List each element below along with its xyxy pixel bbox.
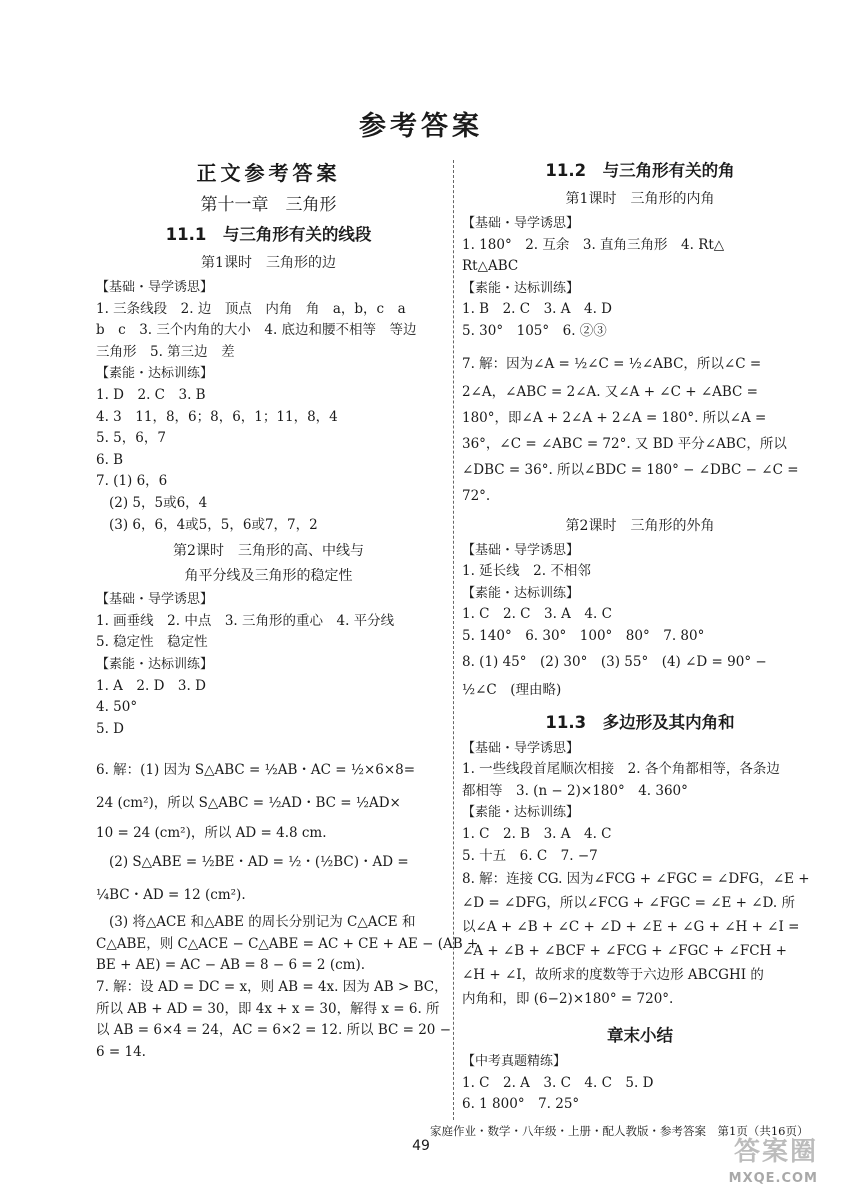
- lesson-title: 第1课时 三角形的内角: [565, 191, 715, 207]
- watermark-top-text: 答案圈: [733, 1137, 818, 1167]
- answer-line: 所以 AB + AD = 30，即 4x + x = 30，解得 x = 6. 所: [96, 1000, 440, 1017]
- answer-line: 6 = 14.: [96, 1043, 146, 1060]
- answer-line: ∠H + ∠I，故所求的度数等于六边形 ABCGHI 的: [462, 967, 764, 984]
- answer-line: 4. 3 11，8，6；8，6，1；11，8，4: [96, 408, 338, 425]
- page-title: 参考答案: [359, 111, 483, 142]
- answer-line: 1. 一些线段首尾顺次相接 2. 各个角都相等，各条边: [462, 761, 780, 778]
- tag-exam: 【中考真题精练】: [462, 1054, 567, 1070]
- answer-line: 5. 稳定性 稳定性: [96, 634, 208, 651]
- answer-line: 8. (1) 45° (2) 30° (3) 55° (4) ∠D = 90° −: [462, 653, 767, 670]
- answer-line: 1. 三条线段 2. 边 顶点 内角 角 a，b，c a: [96, 300, 406, 317]
- answer-line: 8. 解：连接 CG. 因为∠FCG + ∠FGC = ∠DFG，∠E +: [462, 871, 810, 888]
- page-footer: 家庭作业・数学・八年级・上册・配人教版・参考答案 第1页（共16页）: [430, 1124, 809, 1138]
- answer-line: Rt△ABC: [462, 258, 519, 275]
- answer-line: 6. 1 800° 7. 25°: [462, 1096, 580, 1113]
- tag-basic: 【基础・导学诱思】: [462, 542, 580, 558]
- answer-line: 5. 十五 6. C 7. −7: [462, 847, 598, 864]
- lesson-title: 第2课时 三角形的外角: [565, 517, 715, 534]
- tag-basic: 【基础・导学诱思】: [96, 280, 214, 295]
- section-heading-11-3: 11.3 多边形及其内角和: [545, 712, 735, 732]
- watermark-url: MXQE.COM: [728, 1171, 818, 1186]
- answer-line: 24 (cm²)，所以 S△ABC = ½AD・BC = ½AD×: [96, 795, 401, 812]
- answer-line: 1. 画垂线 2. 中点 3. 三角形的重心 4. 平分线: [96, 612, 395, 629]
- answer-line: ½∠C (理由略): [462, 681, 562, 698]
- answer-line: 5. D: [96, 720, 124, 737]
- page-number: 49: [412, 1138, 430, 1154]
- answer-line: 1. C 2. A 3. C 4. C 5. D: [462, 1074, 654, 1091]
- answer-line: 1. A 2. D 3. D: [96, 677, 206, 694]
- answer-line: ∠A + ∠B + ∠BCF + ∠FCG + ∠FGC + ∠FCH +: [462, 943, 787, 960]
- answer-line: 6. B: [96, 451, 124, 468]
- tag-ability: 【素能・达标训练】: [462, 805, 580, 821]
- answer-line: 1. C 2. C 3. A 4. C: [462, 606, 612, 623]
- answer-line: 内角和，即 (6−2)×180° = 720°.: [462, 991, 674, 1008]
- answer-line: 都相等 3. (n − 2)×180° 4. 360°: [462, 782, 688, 799]
- lesson-title: 角平分线及三角形的稳定性: [184, 568, 353, 585]
- chapter-heading: 第十一章 三角形: [200, 195, 337, 215]
- answer-line: 7. 解：因为∠A = ½∠C = ½∠ABC，所以∠C =: [462, 355, 762, 372]
- tag-ability: 【素能・达标训练】: [96, 366, 214, 382]
- answer-line: ∠DBC = 36°. 所以∠BDC = 180° − ∠DBC − ∠C =: [462, 461, 799, 478]
- answer-line: C△ABE，则 C△ACE − C△ABE = AC + CE + AE − (AB +: [96, 935, 479, 952]
- answer-line: (2) 5，5或6，4: [109, 494, 208, 511]
- answer-line: 7. 解：设 AD = DC = x，则 AB = 4x. 因为 AB > BC，: [96, 979, 448, 996]
- section-heading-11-1: 11.1 与三角形有关的线段: [165, 225, 372, 244]
- answer-line: ∠D = ∠DFG，所以∠FCG + ∠FGC = ∠E + ∠D. 所: [462, 895, 795, 912]
- answer-line: 5. 140° 6. 30° 100° 80° 7. 80°: [462, 627, 705, 644]
- answer-line: 4. 50°: [96, 699, 138, 716]
- tag-ability: 【素能・达标训练】: [462, 280, 580, 296]
- chapter-summary-heading: 章末小结: [607, 1026, 673, 1046]
- answer-line: 10 = 24 (cm²)，所以 AD = 4.8 cm.: [96, 825, 327, 842]
- answer-line: b c 3. 三个内角的大小 4. 底边和腰不相等 等边: [96, 322, 417, 339]
- answer-line: 1. C 2. B 3. A 4. C: [462, 825, 612, 842]
- main-heading: 正文参考答案: [196, 161, 341, 185]
- answer-line: (3) 将△ACE 和△ABE 的周长分别记为 C△ACE 和: [109, 914, 416, 931]
- answer-line: ¼BC・AD = 12 (cm²).: [96, 887, 246, 904]
- lesson-title: 第2课时 三角形的高、中线与: [173, 543, 364, 560]
- answer-line: (3) 6，6，4或5，5，6或7，7，2: [109, 516, 318, 533]
- right-column: [462, 156, 818, 1116]
- answer-line: 1. 延长线 2. 不相邻: [462, 563, 591, 580]
- answer-line: 36°，∠C = ∠ABC = 72°. 又 BD 平分∠ABC，所以: [462, 435, 787, 452]
- answer-line: 以∠A + ∠B + ∠C + ∠D + ∠E + ∠G + ∠H + ∠I =: [462, 919, 800, 936]
- answer-line: 以 AB = 6×4 = 24，AC = 6×2 = 12. 所以 BC = 20 −: [96, 1022, 452, 1039]
- watermark-logo: [694, 1132, 832, 1192]
- question-6: [96, 754, 479, 977]
- tag-ability: 【素能・达标训练】: [96, 656, 214, 672]
- column-divider: [453, 160, 454, 1120]
- answer-line: 1. B 2. C 3. A 4. D: [462, 301, 613, 318]
- section-heading-11-2: 11.2 与三角形有关的角: [545, 161, 735, 180]
- answer-line: 5. 5，6，7: [96, 430, 166, 447]
- answer-line: 180°，即∠A + 2∠A + 2∠A = 180°. 所以∠A =: [462, 409, 767, 426]
- answer-line: 6. 解：(1) 因为 S△ABC = ½AB・AC = ½×6×8=: [96, 762, 416, 779]
- answer-line: BE + AE) = AC − AB = 8 − 6 = 2 (cm).: [96, 957, 366, 974]
- question-7: [96, 977, 452, 1063]
- tag-basic: 【基础・导学诱思】: [462, 740, 580, 756]
- left-column: [96, 156, 479, 1063]
- tag-basic: 【基础・导学诱思】: [462, 216, 580, 231]
- answer-line: 7. (1) 6，6: [96, 473, 168, 490]
- answer-line: 三角形 5. 第三边 差: [96, 343, 235, 360]
- question-7: [462, 349, 818, 509]
- answer-line: 5. 30° 105° 6. ②③: [462, 322, 607, 339]
- tag-ability: 【素能・达标训练】: [462, 585, 580, 601]
- answer-line: 2∠A，∠ABC = 2∠A. 又∠A + ∠C + ∠ABC =: [462, 383, 758, 400]
- lesson-title: 第1课时 三角形的边: [201, 255, 336, 271]
- answer-line: 1. 180° 2. 互余 3. 直角三角形 4. Rt△: [462, 236, 725, 253]
- tag-basic: 【基础・导学诱思】: [96, 592, 214, 608]
- answer-line: 72°.: [462, 487, 491, 504]
- answer-line: (2) S△ABE = ½BE・AD = ½・(½BC)・AD =: [109, 854, 409, 871]
- answer-line: 1. D 2. C 3. B: [96, 386, 206, 403]
- question-8: [462, 867, 818, 1011]
